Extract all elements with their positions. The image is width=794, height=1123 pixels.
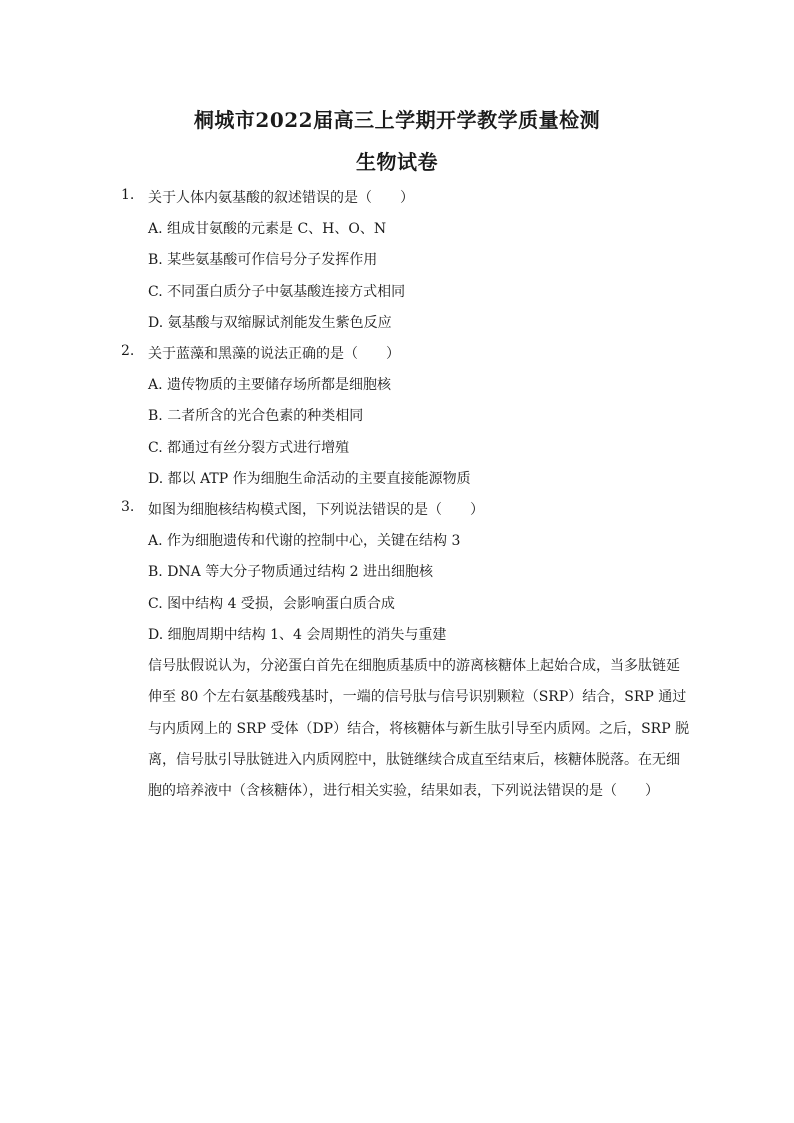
question-text: 关于人体内氨基酸的叙述错误的是（ ） (148, 190, 414, 206)
question-number: 2. (121, 343, 135, 359)
passage-line-4: 离，信号肽引导肽链进入内质网腔中，肽链继续合成直至结束后，核糖体脱落。在无细 (148, 752, 680, 768)
question-2-option-d: D. 都以 ATP 作为细胞生命活动的主要直接能源物质 (148, 471, 471, 487)
question-2-option-b: B. 二者所含的光合色素的种类相同 (148, 408, 364, 424)
passage-line-1: 信号肽假说认为，分泌蛋白首先在细胞质基质中的游离核糖体上起始合成，当多肽链延 (148, 658, 680, 674)
question-3-option-b: B. DNA 等大分子物质通过结构 2 进出细胞核 (148, 564, 434, 580)
question-number: 3. (121, 499, 135, 515)
question-1-option-a: A. 组成甘氨酸的元素是 C、H、O、N (148, 221, 387, 237)
passage-line-3: 与内质网上的 SRP 受体（DP）结合，将核糖体与新生肽引导至内质网。之后，SRP 脱 (148, 721, 690, 737)
question-3-option-a: A. 作为细胞遗传和代谢的控制中心，关键在结构 3 (148, 533, 461, 549)
question-1-option-c: C. 不同蛋白质分子中氨基酸连接方式相同 (148, 284, 406, 300)
question-2-option-a: A. 遗传物质的主要储存场所都是细胞核 (148, 377, 392, 393)
question-1-option-d: D. 氨基酸与双缩脲试剂能发生紫色反应 (148, 315, 392, 331)
question-number: 1. (121, 187, 135, 203)
question-3-option-d: D. 细胞周期中结构 1、4 会周期性的消失与重建 (148, 627, 447, 643)
question-2-option-c: C. 都通过有丝分裂方式进行增殖 (148, 440, 350, 456)
passage-line-5: 胞的培养液中（含核糖体），进行相关实验，结果如表，下列说法错误的是（ ） (148, 783, 659, 799)
question-text: 如图为细胞核结构模式图，下列说法错误的是（ ） (148, 502, 484, 518)
exam-title: 桐城市2022届高三上学期开学教学质量检测 (193, 108, 601, 132)
question-1-option-b: B. 某些氨基酸可作信号分子发挥作用 (148, 252, 378, 268)
question-text: 关于蓝藻和黑藻的说法正确的是（ ） (148, 346, 400, 362)
passage-line-2: 伸至 80 个左右氨基酸残基时，一端的信号肽与信号识别颗粒（SRP）结合，SRP 通过 (148, 689, 687, 705)
question-3-option-c: C. 图中结构 4 受损，会影响蛋白质合成 (148, 596, 395, 612)
exam-subject-title: 生物试卷 (356, 150, 438, 174)
